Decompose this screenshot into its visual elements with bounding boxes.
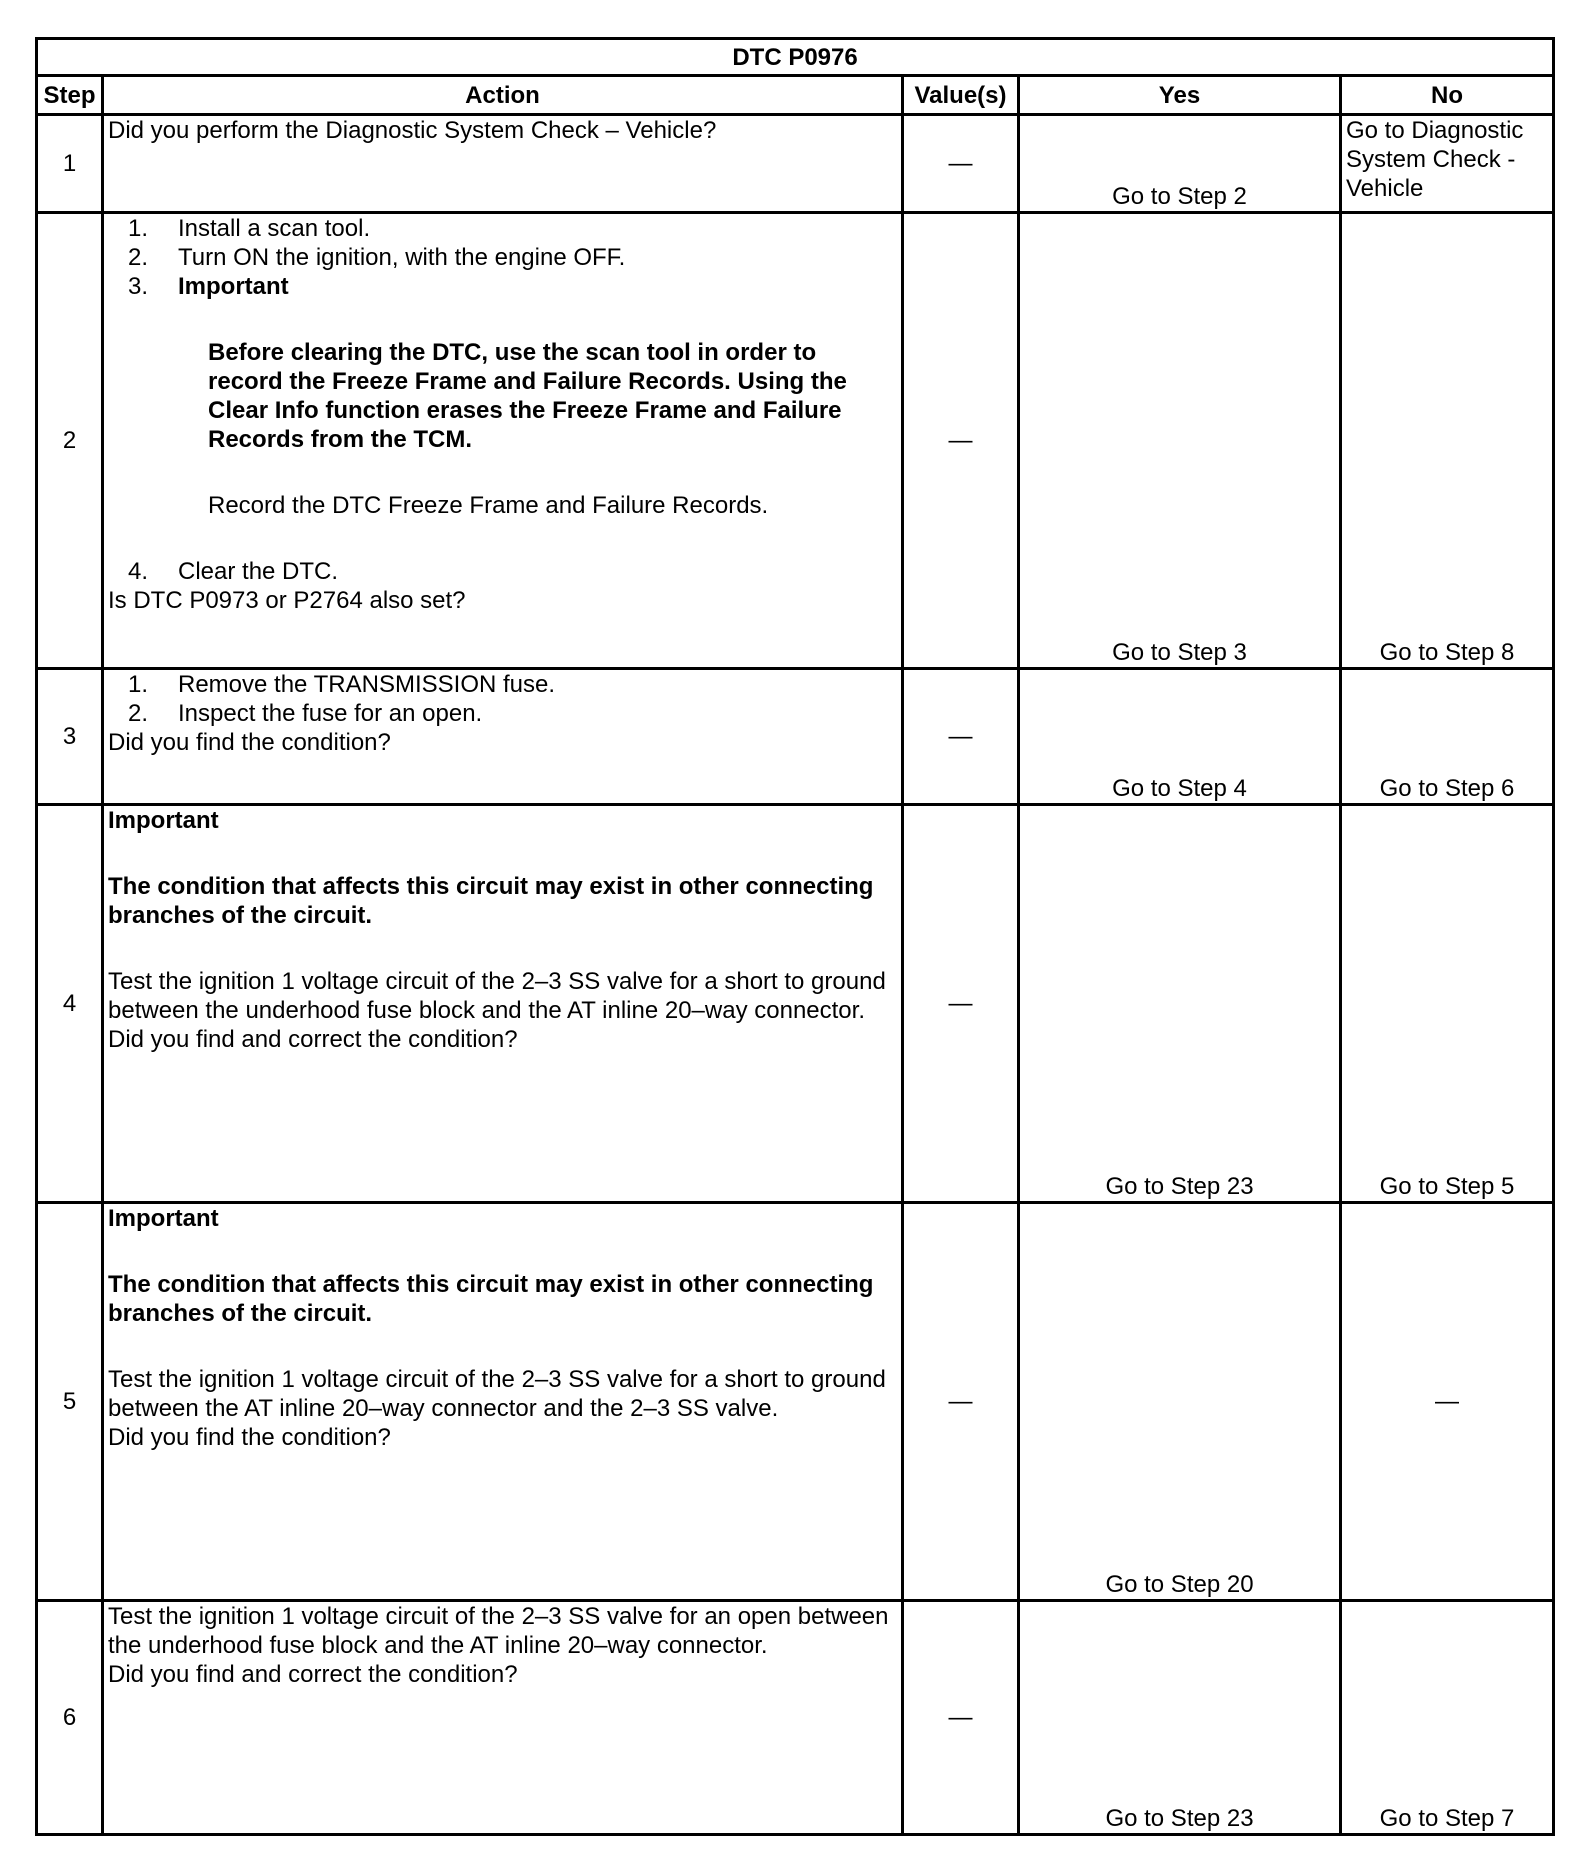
yes-cell: Go to Step 20 xyxy=(1019,1203,1341,1601)
action-cell xyxy=(103,1203,903,1601)
action-text: Test the ignition 1 voltage circuit of the 2–3 SS valve for a short to ground between the underhood fuse block and the AT inline 20–way connector. xyxy=(108,968,886,1024)
yes-cell: Go to Step 4 xyxy=(1019,669,1341,805)
no-cell: Go to Step 8 xyxy=(1341,213,1554,669)
step-number: 1 xyxy=(37,115,103,213)
action-text: Test the ignition 1 voltage circuit of the 2–3 SS valve for an open between the underhood fuse block and the AT inline 20–way connector. xyxy=(108,1603,889,1659)
important-note: The condition that affects this circuit may exist in other connecting branches of the circuit. xyxy=(108,1271,874,1327)
header-yes: Yes xyxy=(1019,76,1341,115)
step-number: 2 xyxy=(37,213,103,669)
important-heading: Important xyxy=(108,1205,219,1232)
header-action: Action xyxy=(103,76,903,115)
action-steps xyxy=(108,214,897,301)
action-question: Did you find and correct the condition? xyxy=(108,1661,518,1688)
step-number: 4 xyxy=(37,805,103,1203)
important-heading: Important xyxy=(108,807,219,834)
table-row xyxy=(37,1601,1554,1835)
table-title: DTC P0976 xyxy=(37,39,1554,76)
no-cell: — xyxy=(1341,1203,1554,1601)
action-question: Is DTC P0973 or P2764 also set? xyxy=(108,587,466,614)
yes-cell: Go to Step 3 xyxy=(1019,213,1341,669)
table-row xyxy=(37,805,1554,1203)
value-cell: — xyxy=(903,213,1019,669)
header-no: No xyxy=(1341,76,1554,115)
value-cell: — xyxy=(903,115,1019,213)
list-item: 2. Turn ON the ignition, with the engine OFF. xyxy=(127,244,626,271)
step-number: 3 xyxy=(37,669,103,805)
no-cell: Go to Step 7 xyxy=(1341,1601,1554,1835)
table-row xyxy=(37,115,1554,213)
action-cell xyxy=(103,115,903,213)
important-note: Before clearing the DTC, use the scan tool in order to record the Freeze Frame and Failure Records. Using the Clear Info function erases the Freeze Frame and Failure Records from the TCM. xyxy=(208,339,847,453)
action-cell xyxy=(103,1601,903,1835)
action-question: Did you find the condition? xyxy=(108,1424,391,1451)
action-text: Test the ignition 1 voltage circuit of the 2–3 SS valve for a short to ground between the AT inline 20–way connector and the 2–3 SS valve. xyxy=(108,1366,886,1422)
diagnostic-table xyxy=(35,37,1555,1836)
list-item: 2. Inspect the fuse for an open. xyxy=(127,700,483,727)
value-cell: — xyxy=(903,1601,1019,1835)
action-question: Did you perform the Diagnostic System Check – Vehicle? xyxy=(108,117,717,144)
action-question: Did you find the condition? xyxy=(108,729,391,756)
header-step: Step xyxy=(37,76,103,115)
list-item: 1. Install a scan tool. xyxy=(127,215,371,242)
yes-cell: Go to Step 23 xyxy=(1019,1601,1341,1835)
table-row xyxy=(37,669,1554,805)
yes-cell: Go to Step 23 xyxy=(1019,805,1341,1203)
step-number: 6 xyxy=(37,1601,103,1835)
no-cell: Go to Diagnostic System Check - Vehicle xyxy=(1341,115,1554,213)
list-item: 4. Clear the DTC. xyxy=(127,558,339,585)
value-cell: — xyxy=(903,1203,1019,1601)
no-cell: Go to Step 6 xyxy=(1341,669,1554,805)
action-steps xyxy=(108,670,897,728)
record-text: Record the DTC Freeze Frame and Failure Records. xyxy=(208,492,769,519)
value-cell: — xyxy=(903,805,1019,1203)
header-values: Value(s) xyxy=(903,76,1019,115)
table-row xyxy=(37,1203,1554,1601)
list-item: 1. Remove the TRANSMISSION fuse. xyxy=(127,671,556,698)
action-cell xyxy=(103,669,903,805)
list-item: 3. Important xyxy=(127,273,289,300)
step-number: 5 xyxy=(37,1203,103,1601)
important-note: The condition that affects this circuit may exist in other connecting branches of the circuit. xyxy=(108,873,874,929)
yes-cell: Go to Step 2 xyxy=(1019,115,1341,213)
value-cell: — xyxy=(903,669,1019,805)
no-cell: Go to Step 5 xyxy=(1341,805,1554,1203)
action-cell xyxy=(103,213,903,669)
table-row xyxy=(37,213,1554,669)
action-question: Did you find and correct the condition? xyxy=(108,1026,518,1053)
action-cell xyxy=(103,805,903,1203)
